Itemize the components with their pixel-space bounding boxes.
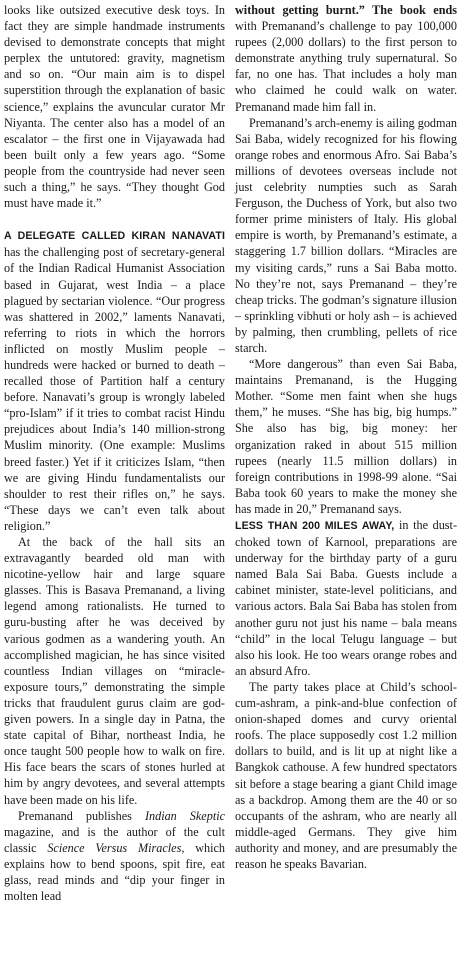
paragraph: looks like outsized executive desk toys. In fact they are simple handmade instruments devised to demonstrate concepts that might perplex the untutored: gravity, magnetism and so on. “Our main aim is to dispel superstition through the explanation of basic science,” explains the avuncular curator Mr Niyanta. The center also has a model of an escalator – the first one in Vijayawada had been built only a few years ago. “Some people from the countryside had never seen such a thing,” he says. “They thought God must have made it.” [4,3,225,211]
paragraph: Premanand’s arch-enemy is ailing godman Sai Baba, widely recognized for his flowing orange robes and enormous Afro. Sai Baba’s millions of devotees overseas include not just celebrity numpties such as Sarah Ferguson, the Duchess of York, but also two former prime ministers of Italy. His global empire is worth, by Premanand’s estimate, a staggering 1.7 billion dollars. “Miracles are my visiting cards,” runs a Sai Baba motto. No they’re not, says Premanand – they’re cheap tricks. The godman’s signature illusion – sprinkling vibhuti or holy ash – is achieved by palming, then crumbling, pellets of rice starch. [235,115,457,355]
continued-text: without getting burnt.” The book ends [235,3,457,17]
paragraph-text: has the challenging post of secretary-general of the Indian Radical Humanist Association based in Gujarat, west India – a place plagued by sectarian violence. “Our progress was shattered in 2002,” laments Nanavati, referring to riots in which the horrors inflicted on mostly Muslim people – hundreds were hacked or burned to death – recalled those of Partition half a century before. Nanavati’s group is wrongly labeled “pro-Islam” if it tries to combat racist Hindu prejudices about India’s 140 million-strong Muslim minority. (One example: Muslims breed faster.) Yet if it criticizes Islam, “then we are giving Hindu fundamentalists our shoulder to rest their rifles on,” he says. “These days we can’t even talk about religion.” [4,245,225,533]
paragraph-text: , which explains how to bend spoons, spit fire, eat glass, read minds and “dip your finger in molten lead [4,840,225,904]
paragraph: “More dangerous” than even Sai Baba, maintains Premanand, is the Hugging Mother. “Some men faint when she hugs them,” he muses. “She has big, big humps.” She also has big, big money: her organization raked in about 515 million rupees (nearly 11.5 million dollars) in foreign contributions in 1998-99 alone. “Sai Baba took 60 years to make the money she has made in 20,” Premanand says. [235,357,457,516]
paragraph-text: Premanand publishes [18,808,145,823]
book-title: Science Versus Miracles [47,840,182,855]
paragraph [4,808,225,905]
paragraph-text: magazine, and is the author of the cult classic [4,824,225,855]
paragraph [4,227,225,534]
paragraph: The party takes place at Child’s school-cum-ashram, a pink-and-blue confection of onion-shaped domes and curvy oriental roofs. The place supposedly cost 1.2 million dollars to build, and is lit up at night like a Bangkok cathouse. A few hundred spectators sit before a stage bearing a giant Child image as a backdrop. Among them are the 40 or so occupants of the ashram, who are nearly all middle-aged Germans. They give him authority and money, and are presumably the reason he speaks Bavarian. [235,679,457,871]
paragraph [235,2,457,115]
paragraph: At the back of the hall sits an extravagantly bearded old man with nicotine-yellow hair and large square glasses. This is Basava Premanand, a living legend among rationalists. He turned to guru-busting after he was deceived by various godmen as a wandering youth. An accomplished magician, he has since visited countless Indian villages on “miracle-exposure tours,” demonstrating the simple tricks that fraudulent gurus claim are god-given powers. In a single day in Patna, the state capital of Bihar, northeast India, he once taught 500 people how to walk on fire. His face bears the scars of stones hurled at him by angry devotees, and several attempts have been made on his life. [4,535,225,807]
paragraph [235,517,457,679]
paragraph-text: with Premanand’s challenge to pay 100,000 rupees (2,000 dollars) to the first person to demonstrate anything truly supernatural. So far, no one has. That includes a holy man who claimed he could walk on water. Premanand made him fall in. [235,19,457,114]
section-lead-in: LESS THAN 200 MILES AWAY, [235,520,395,532]
paragraph-text: in the dust-choked town of Karnool, preparations are underway for the birthday party of a guru named Bala Sai Baba. Guests include a cabinet minister, state-level politicians, and various actors. Bala Sai Baba has stolen from another guru not just his name – bala means “child” in the local Telugu language – but also his look. He too wears orange robes and an absurd Afro. [235,518,457,678]
magazine-title: Indian Skeptic [144,808,225,823]
right-column [235,2,457,872]
left-column [4,2,225,904]
section-lead-in: A DELEGATE CALLED KIRAN NANAVATI [4,230,225,243]
